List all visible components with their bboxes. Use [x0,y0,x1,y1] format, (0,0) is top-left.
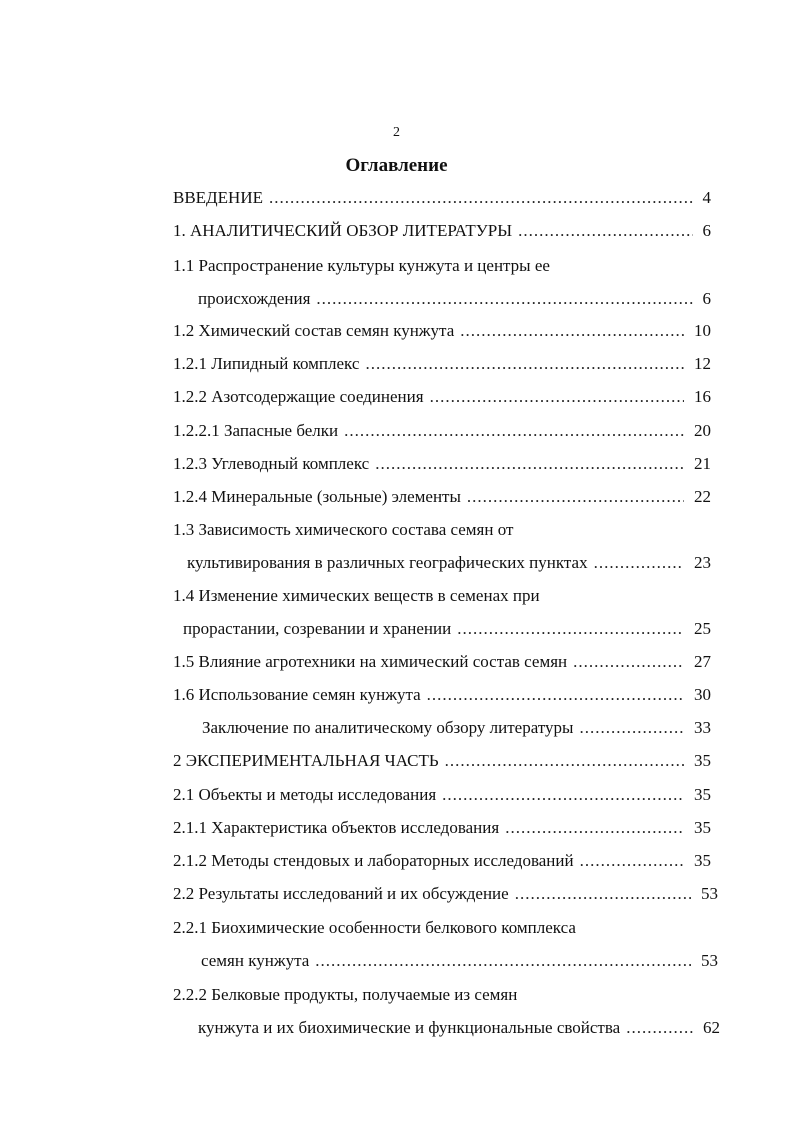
toc-entry-label: 2.1.1 Характеристика объектов исследования [173,818,500,837]
toc-entry-label: Заключение по аналитическому обзору литературы [202,718,574,737]
leader-dots [580,850,684,872]
toc-entry-page: 53 [701,884,718,903]
toc-entry-page: 25 [694,619,711,638]
toc-entry-page: 22 [694,487,711,506]
leader-dots [442,784,684,806]
leader-dots [515,883,691,905]
toc-entry-label: прорастании, созревании и хранении [183,619,452,638]
toc-entry-s1-1 [198,288,711,310]
toc-entry-page: 62 [703,1018,720,1037]
toc-entry-label: ВВЕДЕНИЕ [173,188,263,207]
toc-entry-page: 35 [694,751,711,770]
leader-dots [626,1017,693,1039]
toc-entry-label: культивирования в различных географических пунктах [187,553,588,572]
leader-dots [344,420,684,442]
leader-dots [573,651,684,673]
toc-entry-page: 12 [694,354,711,373]
leader-dots [269,187,693,209]
toc-entry-s1-2 [173,320,711,342]
toc-entry-s1-2-2-1 [173,420,711,442]
toc-entry-s2-1 [173,784,711,806]
leader-dots [460,320,684,342]
leader-dots [315,950,691,972]
page-number: 2 [393,125,400,140]
toc-entry-page: 23 [694,553,711,572]
toc-entry-s1-6 [173,684,711,706]
toc-entry-s2-2-1-line1: 2.2.1 Биохимические особенности белкового комплекса [173,918,576,937]
toc-entry-page: 4 [702,188,711,207]
leader-dots [316,288,692,310]
leader-dots [594,552,684,574]
toc-entry-s1-5 [173,651,711,673]
toc-entry-s1-2-2 [173,386,711,408]
toc-entry-label: 2 ЭКСПЕРИМЕНТАЛЬНАЯ ЧАСТЬ [173,751,439,770]
toc-entry-label: 1.2.1 Липидный комплекс [173,354,360,373]
leader-dots [518,220,692,242]
toc-entry-label: 1.6 Использование семян кунжута [173,685,421,704]
toc-entry-s1-2-4 [173,486,711,508]
toc-entry-s2-2-1 [201,950,718,972]
leader-dots [505,817,684,839]
toc-entry-s2-2-2 [198,1017,720,1039]
toc-entry-page: 10 [694,321,711,340]
toc-entry-label: происхождения [198,289,311,308]
leader-dots [579,717,684,739]
toc-entry-page: 35 [694,785,711,804]
toc-entry-page: 16 [694,387,711,406]
toc-entry-label: 1. АНАЛИТИЧЕСКИЙ ОБЗОР ЛИТЕРАТУРЫ [173,221,513,240]
toc-entry-page: 27 [694,652,711,671]
toc-entry-label: 2.1.2 Методы стендовых и лабораторных исследований [173,851,574,870]
toc-entry-label: семян кунжута [201,951,310,970]
leader-dots [467,486,684,508]
leader-dots [375,453,684,475]
toc-entry-conclusion [202,717,711,739]
leader-dots [430,386,684,408]
toc-entry-page: 20 [694,421,711,440]
toc-entry-s2-2-2-line1: 2.2.2 Белковые продукты, получаемые из семян [173,985,518,1004]
toc-entry-s1-3 [187,552,711,574]
toc-entry-page: 30 [694,685,711,704]
toc-title: Оглавление [345,155,448,176]
toc-entry-label: 1.2.2 Азотсодержащие соединения [173,387,424,406]
toc-entry-label: 2.1 Объекты и методы исследования [173,785,437,804]
toc-entry-s2 [173,750,711,772]
toc-entry-s1-3-line1: 1.3 Зависимость химического состава семян от [173,520,514,539]
toc-entry-s1 [173,220,711,242]
toc-entry-s1-1-line1: 1.1 Распространение культуры кунжута и центры ее [173,256,550,275]
toc-entry-s2-1-2 [173,850,711,872]
toc-entry-label: 1.2.3 Углеводный комплекс [173,454,370,473]
toc-entry-label: 1.2.4 Минеральные (зольные) элементы [173,487,461,506]
toc-entry-page: 53 [701,951,718,970]
toc-entry-s1-4-line1: 1.4 Изменение химических веществ в семенах при [173,586,540,605]
toc-entry-page: 21 [694,454,711,473]
toc-entry-s2-2 [173,883,718,905]
toc-entry-page: 6 [702,289,711,308]
toc-entry-page: 35 [694,818,711,837]
leader-dots [365,353,684,375]
toc-entry-s2-1-1 [173,817,711,839]
toc-entry-label: 1.2.2.1 Запасные белки [173,421,339,440]
toc-entry-page: 33 [694,718,711,737]
leader-dots [445,750,684,772]
toc-entry-label: кунжута и их биохимические и функциональные свойства [198,1018,621,1037]
toc-entry-page: 6 [702,221,711,240]
toc-entry-intro [173,187,711,209]
toc-entry-page: 35 [694,851,711,870]
toc-entry-label: 1.5 Влияние агротехники на химический состав семян [173,652,568,671]
toc-entry-s1-2-3 [173,453,711,475]
toc-entry-label: 1.2 Химический состав семян кунжута [173,321,455,340]
toc-entry-s1-2-1 [173,353,711,375]
toc-entry-label: 2.2 Результаты исследований и их обсуждение [173,884,509,903]
leader-dots [457,618,684,640]
toc-entry-s1-4 [183,618,711,640]
leader-dots [427,684,684,706]
